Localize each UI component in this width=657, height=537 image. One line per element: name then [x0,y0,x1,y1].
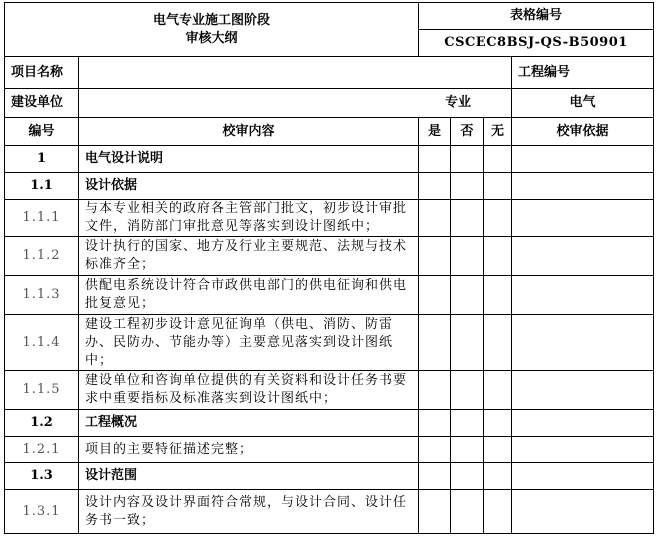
row-content: 项目的主要特征描述完整； [79,437,419,463]
check-none[interactable] [484,146,512,173]
col-no-check-header: 否 [451,118,484,146]
check-yes[interactable] [419,146,451,173]
check-none[interactable] [484,200,512,237]
row-content: 建设工程初步设计意见征询单（供电、消防、防雷办、民防办、节能办等）主要意见落实到设计图纸中； [79,315,419,371]
check-yes[interactable] [419,315,451,371]
table-row [5,276,654,315]
row-content: 建设单位和咨询单位提供的有关资料和设计任务书要求中重要指标及标准落实到设计图纸中； [79,371,419,410]
col-basis-header: 校审依据 [512,118,654,146]
review-basis[interactable] [512,371,654,410]
check-no[interactable] [451,146,484,173]
table-row [5,173,654,200]
review-basis[interactable] [512,200,654,237]
row-content: 设计范围 [79,463,419,490]
row-number: 1.3.1 [5,490,79,534]
form-code-value: CSCEC8BSJ-QS-B50901 [419,30,654,57]
row-number: 1.1.2 [5,237,79,276]
table-row [5,437,654,463]
row-number: 1.1.5 [5,371,79,410]
col-no-header: 编号 [5,118,79,146]
review-outline-table [4,2,654,534]
row-content: 设计内容及设计界面符合常规，与设计合同、设计任务书一致； [79,490,419,534]
row-content: 与本专业相关的政府各主管部门批文，初步设计审批文件，消防部门审批意见等落实到设计图纸中； [79,200,419,237]
document-title [5,3,419,57]
check-yes[interactable] [419,463,451,490]
check-yes[interactable] [419,410,451,437]
check-none[interactable] [484,173,512,200]
check-no[interactable] [451,276,484,315]
review-basis[interactable] [512,146,654,173]
check-no[interactable] [451,437,484,463]
project-row [5,57,654,89]
table-row [5,463,654,490]
table-row [5,200,654,237]
row-content: 供配电系统设计符合市政供电部门的供电征询和供电批复意见； [79,276,419,315]
check-none[interactable] [484,237,512,276]
check-no[interactable] [451,315,484,371]
row-content: 设计依据 [79,173,419,200]
row-number: 1.2 [5,410,79,437]
check-yes[interactable] [419,237,451,276]
review-basis[interactable] [512,490,654,534]
check-yes[interactable] [419,173,451,200]
review-basis[interactable] [512,276,654,315]
col-content-header: 校审内容 [79,118,419,146]
discipline-value: 电气 [512,89,654,118]
check-none[interactable] [484,437,512,463]
project-no-label: 工程编号 [512,57,654,89]
row-content: 设计执行的国家、地方及行业主要规范、法规与技术标准齐全； [79,237,419,276]
discipline-label: 专业 [79,89,512,118]
check-none[interactable] [484,410,512,437]
check-yes[interactable] [419,490,451,534]
row-content: 工程概况 [79,410,419,437]
check-none[interactable] [484,463,512,490]
row-number: 1.1.3 [5,276,79,315]
check-yes[interactable] [419,200,451,237]
check-no[interactable] [451,200,484,237]
check-no[interactable] [451,173,484,200]
project-name-label: 项目名称 [5,57,79,89]
review-basis[interactable] [512,437,654,463]
row-number: 1.1.4 [5,315,79,371]
check-no[interactable] [451,490,484,534]
project-name-value [79,57,512,89]
table-row [5,146,654,173]
builder-row [5,89,654,118]
form-code-label: 表格编号 [419,3,654,30]
table-row [5,237,654,276]
table-row [5,315,654,371]
check-no[interactable] [451,237,484,276]
review-basis[interactable] [512,173,654,200]
check-none[interactable] [484,490,512,534]
review-basis[interactable] [512,315,654,371]
row-number: 1.1.1 [5,200,79,237]
table-row [5,410,654,437]
review-basis[interactable] [512,410,654,437]
review-basis[interactable] [512,463,654,490]
table-row [5,490,654,534]
check-no[interactable] [451,371,484,410]
row-number: 1 [5,146,79,173]
col-yes-header: 是 [419,118,451,146]
check-yes[interactable] [419,437,451,463]
builder-label: 建设单位 [5,89,79,118]
column-header-row [5,118,654,146]
row-number: 1.1 [5,173,79,200]
row-number: 1.3 [5,463,79,490]
check-yes[interactable] [419,371,451,410]
table-row [5,371,654,410]
title-line-1: 电气专业施工图阶段 [153,12,271,28]
review-basis[interactable] [512,237,654,276]
check-none[interactable] [484,276,512,315]
check-yes[interactable] [419,276,451,315]
header-row-1 [5,3,654,30]
row-number: 1.2.1 [5,437,79,463]
check-no[interactable] [451,463,484,490]
title-line-2: 审核大纲 [185,30,238,46]
check-no[interactable] [451,410,484,437]
check-none[interactable] [484,371,512,410]
row-content: 电气设计说明 [79,146,419,173]
check-none[interactable] [484,315,512,371]
col-none-header: 无 [484,118,512,146]
